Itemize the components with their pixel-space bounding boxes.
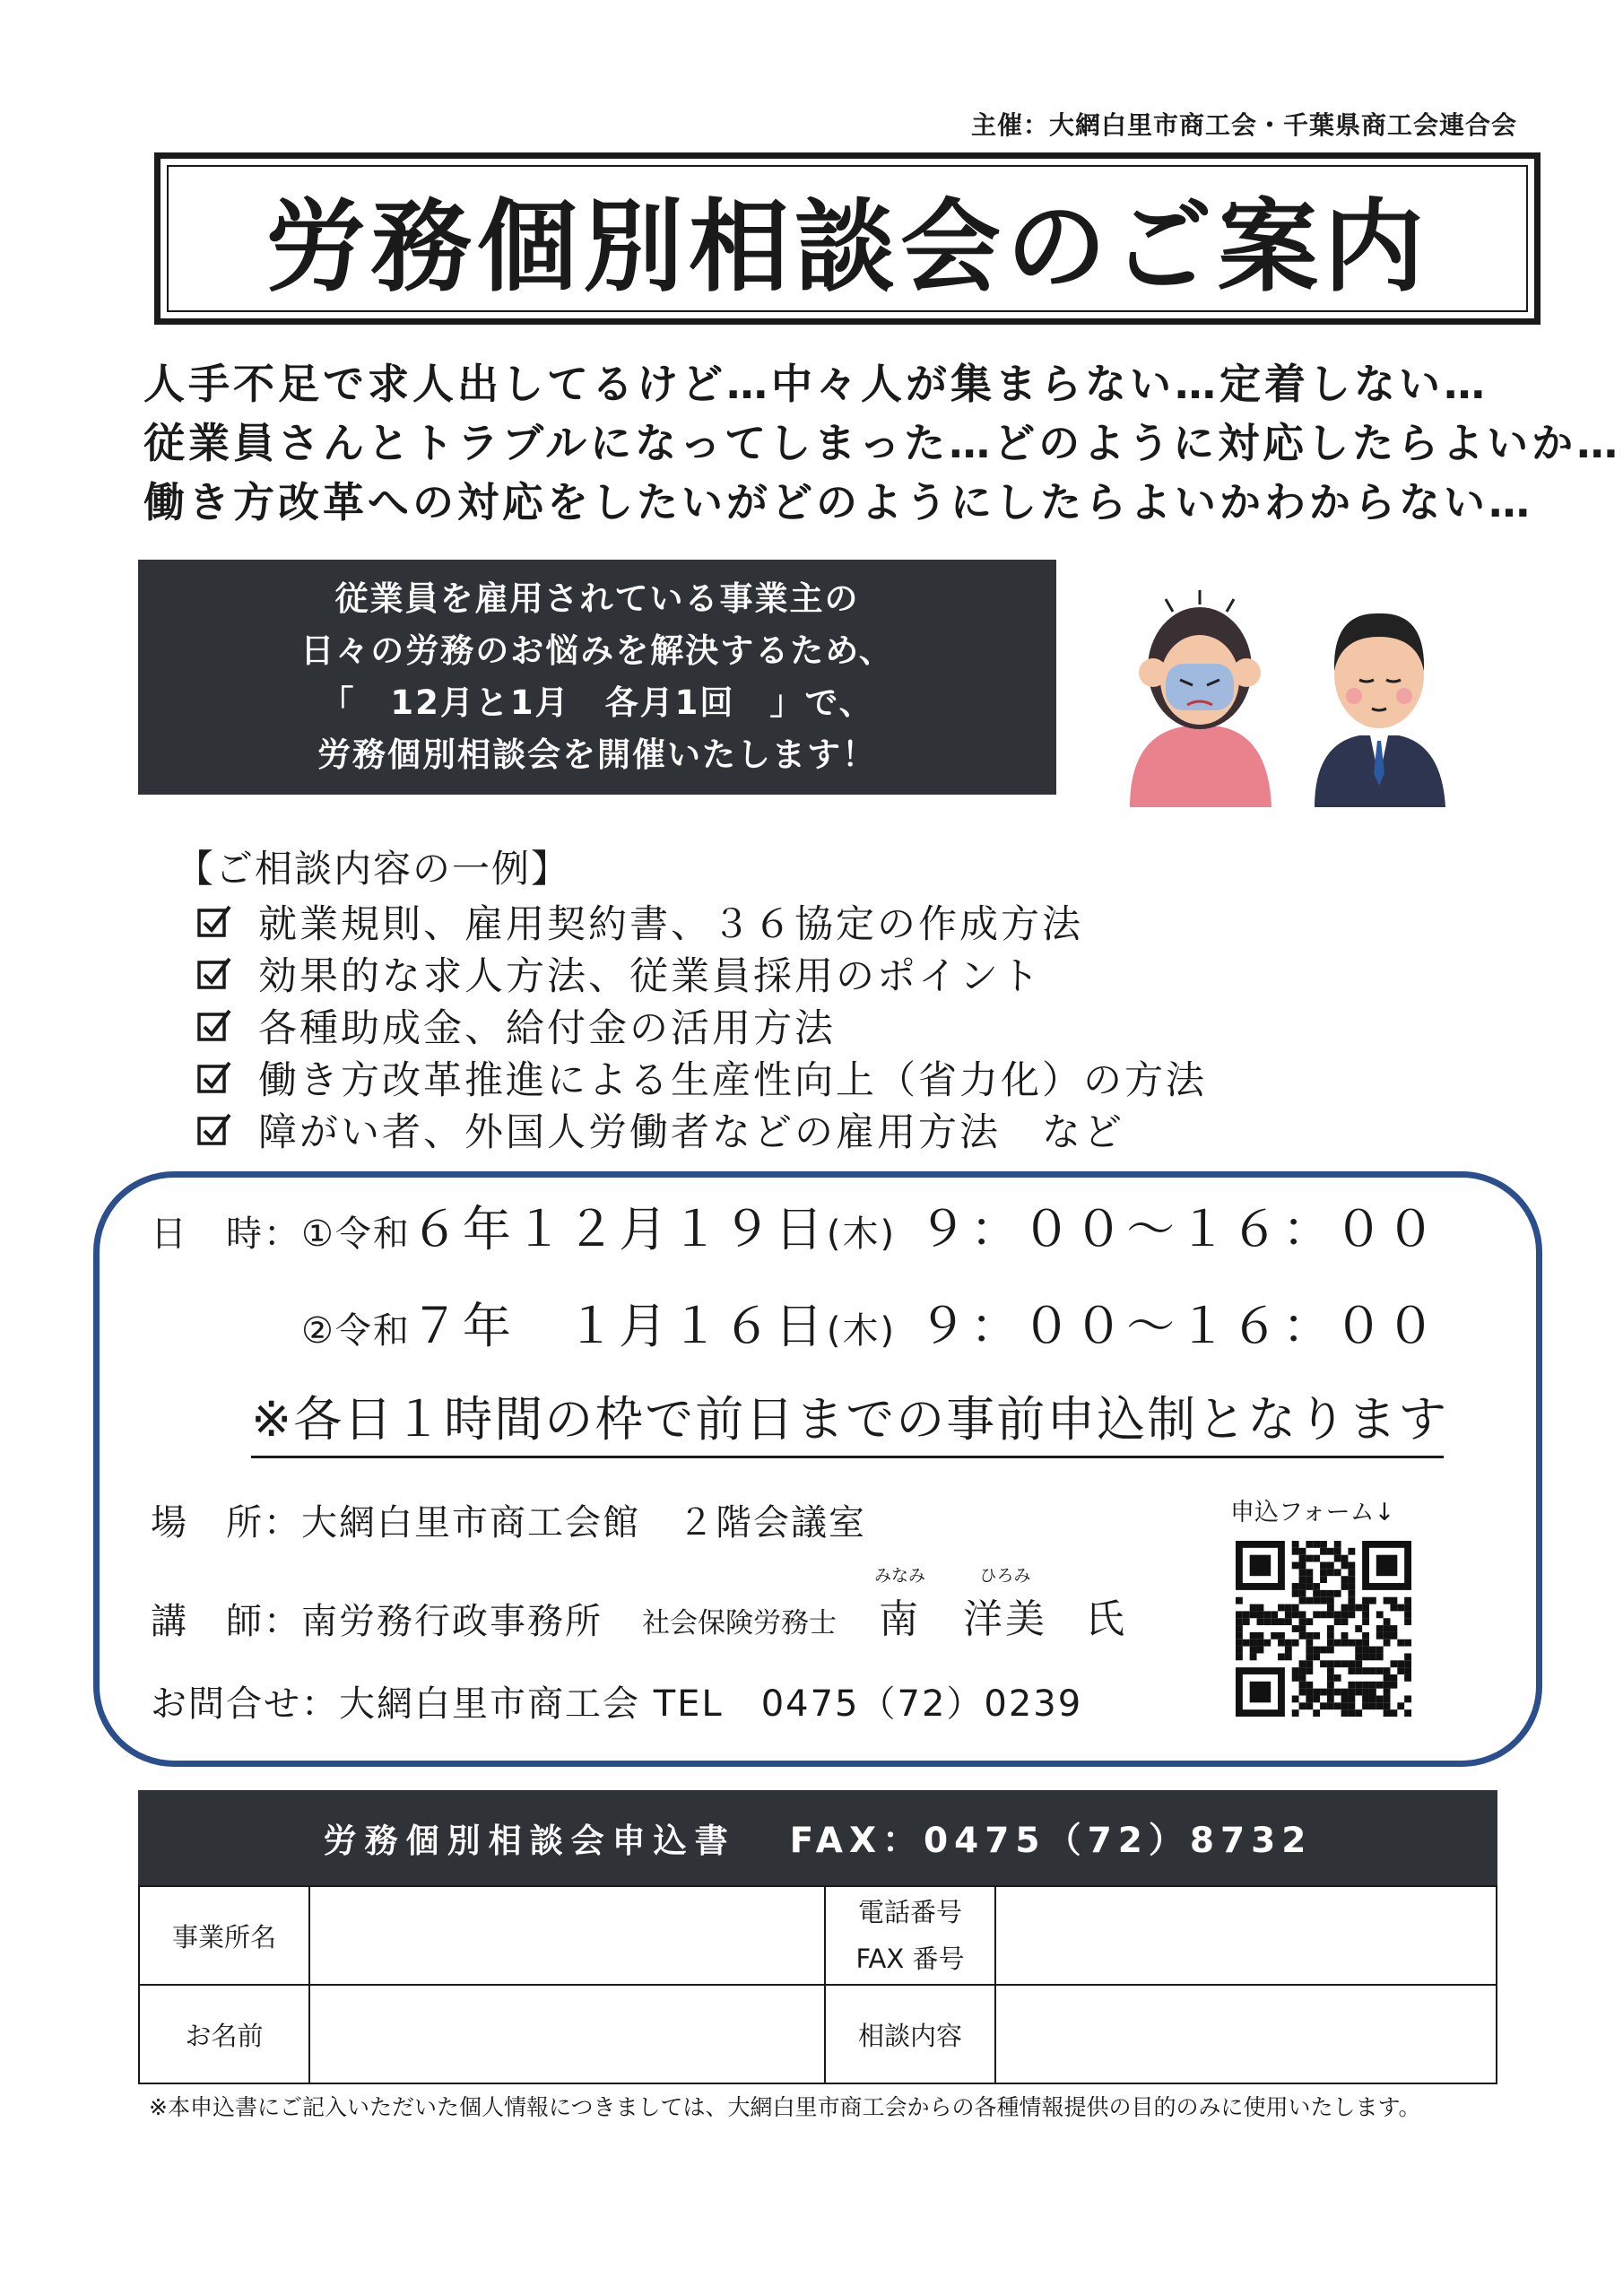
lecturer-label: 講 師： — [151, 1601, 301, 1642]
checkbox-checked-icon — [197, 1009, 231, 1041]
lecturer-row — [151, 1562, 1127, 1644]
name-label: お名前 — [139, 1985, 309, 2083]
form-title: 労務個別相談会申込書 — [323, 1822, 736, 1860]
venue-label: 場 所： — [151, 1502, 301, 1544]
application-qr-code[interactable] — [1236, 1541, 1411, 1717]
form-fax: FAX：0475（72）8732 — [789, 1821, 1313, 1861]
schedule-row-1 — [151, 1191, 1438, 1260]
qr-label: 申込フォーム↓ — [1230, 1499, 1395, 1526]
date2-weekday: (木) — [826, 1310, 897, 1352]
organizer-text: 主催：大網白里市商工会・千葉県商工会連合会 — [970, 110, 1517, 140]
intro-line: 従業員を雇用されている事業主の — [334, 579, 860, 618]
example-item — [197, 999, 1207, 1051]
privacy-note: ※本申込書にご記入いただいた個人情報につきましては、大網白里市商工会からの各種情報提供の目的のみに使用いたします。 — [149, 2094, 1421, 2120]
contact-row — [151, 1675, 1082, 1726]
phone-fax-field[interactable] — [995, 1886, 1497, 1985]
example-text: 障がい者、外国人労働者などの雇用方法 など — [258, 1109, 1124, 1155]
title-frame — [154, 152, 1541, 325]
business-name-label: 事業所名 — [139, 1886, 309, 1985]
concerns-list — [143, 354, 1621, 532]
date1-weekday: (木) — [826, 1213, 897, 1255]
example-text: 効果的な求人方法、従業員採用のポイント — [258, 953, 1042, 999]
consult-field[interactable] — [995, 1985, 1497, 2083]
worried-person-illustration — [1112, 574, 1453, 807]
venue-value: 大網白里市商工会館 ２階会議室 — [301, 1502, 866, 1544]
consultation-examples — [176, 843, 1207, 1155]
example-text: 働き方改革推進による生産性向上（省力化）の方法 — [258, 1057, 1207, 1103]
example-item — [197, 947, 1207, 999]
schedule-row-2 — [301, 1288, 1438, 1357]
time1: ９：００～１６：００ — [918, 1201, 1439, 1257]
date2: ７年 １月１６日 — [410, 1298, 827, 1354]
lecturer-office: 南労務行政事務所 — [301, 1601, 603, 1642]
phone-fax-label — [825, 1886, 995, 1985]
intro-line: 日々の労務のお悩みを解決するため、 — [300, 631, 894, 670]
lecturer-surname-group — [874, 1562, 925, 1644]
phone-label: 電話番号 — [857, 1897, 962, 1927]
date2-prefix: ②令和 — [301, 1310, 411, 1352]
lecturer-given-group — [963, 1562, 1047, 1644]
checkbox-checked-icon — [197, 905, 231, 937]
examples-heading: 【ご相談内容の一例】 — [176, 847, 571, 891]
concern-line: 働き方改革への対応をしたいがどのようにしたらよいかわからない… — [143, 478, 1533, 526]
intro-box — [138, 560, 1056, 795]
schedule-label: 日 時： — [151, 1213, 301, 1255]
time2: ９：００～１６：００ — [918, 1298, 1439, 1354]
lecturer-honorific: 氏 — [1085, 1596, 1128, 1642]
example-item — [197, 1051, 1207, 1103]
consult-label: 相談内容 — [825, 1985, 995, 2083]
intro-line: 労務個別相談会を開催いたします！ — [317, 735, 877, 774]
lecturer-given: 洋美 — [963, 1596, 1048, 1642]
concern-line: 従業員さんとトラブルになってしまった…どのように対応したらよいか… — [143, 419, 1622, 467]
contact-text: お問合せ：大網白里市商工会 TEL 0475（72）0239 — [151, 1683, 1083, 1725]
lecturer-surname: 南 — [879, 1596, 921, 1642]
checkbox-checked-icon — [197, 1113, 231, 1145]
advance-reservation-notice: ※各日１時間の枠で前日までの事前申込制となります — [251, 1381, 1444, 1458]
concern-line: 人手不足で求人出してるけど…中々人が集まらない…定着しない… — [143, 360, 1488, 408]
surname-ruby: みなみ — [874, 1566, 926, 1586]
example-text: 就業規則、雇用契約書、３６協定の作成方法 — [258, 901, 1083, 947]
name-field[interactable] — [309, 1985, 825, 2083]
checkbox-checked-icon — [197, 1061, 231, 1093]
example-item — [197, 895, 1207, 947]
checkbox-checked-icon — [197, 957, 231, 989]
fax-label: FAX 番号 — [855, 1944, 965, 1974]
example-item — [197, 1103, 1207, 1155]
intro-line: 「 12月と1月 各月1回 」で、 — [320, 683, 874, 722]
example-text: 各種助成金、給付金の活用方法 — [258, 1005, 836, 1051]
given-ruby: ひろみ — [979, 1566, 1031, 1586]
date1-prefix: ①令和 — [301, 1213, 411, 1255]
venue-row — [151, 1494, 866, 1545]
business-name-field[interactable] — [309, 1886, 825, 1985]
date1: ６年１２月１９日 — [410, 1201, 827, 1257]
page-title: 労務個別相談会のご案内 — [265, 188, 1429, 306]
lecturer-title: 社会保険労務士 — [642, 1607, 837, 1639]
application-form — [138, 1885, 1497, 2084]
form-header — [138, 1790, 1497, 1885]
